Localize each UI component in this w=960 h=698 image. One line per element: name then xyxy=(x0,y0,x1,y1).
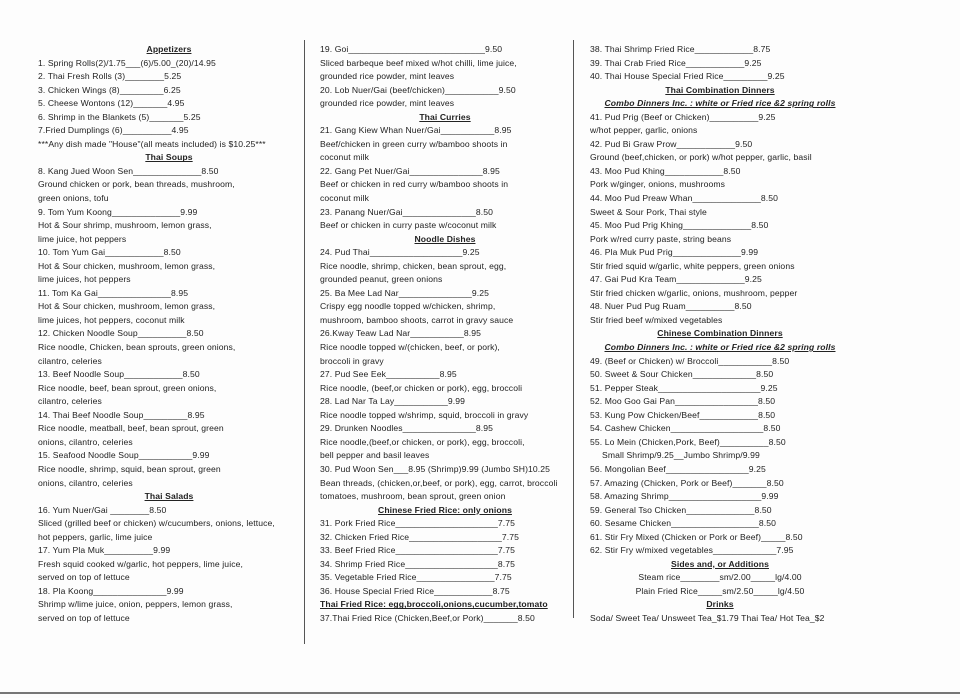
menu-line: Beef or chicken in red curry w/bamboo shoots in xyxy=(320,179,509,190)
section-heading: Thai Curries xyxy=(419,111,471,122)
menu-line: Soda/ Sweet Tea/ Unsweet Tea_$1.79 Thai Tea/ Hot Tea_$2 xyxy=(590,612,825,623)
menu-line: Fresh squid cooked w/garlic, hot peppers, lime juice, xyxy=(38,558,243,569)
scan-bottom-edge xyxy=(0,692,960,694)
menu-column-1 xyxy=(38,43,300,626)
menu-line: coconut milk xyxy=(320,193,369,204)
section-heading: Thai Salads xyxy=(144,491,194,502)
menu-line: 39. Thai Crab Fried Rice____________9.25 xyxy=(590,57,762,68)
menu-line: 7.Fried Dumplings (6)__________4.95 xyxy=(38,125,189,136)
menu-column-2 xyxy=(320,43,570,626)
menu-line: 18. Pla Koong_______________9.99 xyxy=(38,585,184,596)
menu-line: Rice noodle, shrimp, squid, bean sprout, green xyxy=(38,463,221,474)
menu-line: Hot & Sour shrimp, mushroom, lemon grass, xyxy=(38,220,212,231)
menu-line: Ground chicken or pork, bean threads, mushroom, xyxy=(38,179,235,190)
menu-line: Shrimp w/lime juice, onion, peppers, lemon grass, xyxy=(38,599,233,610)
section-heading: Thai Combination Dinners xyxy=(665,84,775,95)
menu-line: 26.Kway Teaw Lad Nar___________8.95 xyxy=(320,328,482,339)
menu-line: Pork w/ginger, onions, mushrooms xyxy=(590,179,726,190)
menu-line: onions, cilantro, celeries xyxy=(38,477,133,488)
menu-line: Rice noodle, meatball, beef, bean sprout, green xyxy=(38,423,224,434)
section-heading: Combo Dinners Inc. : white or Fried rice &2 spring rolls xyxy=(604,98,836,109)
menu-line: 24. Pud Thai___________________9.25 xyxy=(320,247,480,258)
menu-line: 58. Amazing Shrimp___________________9.99 xyxy=(590,491,779,502)
menu-line: grounded rice powder, mint leaves xyxy=(320,98,455,109)
section-heading: Combo Dinners Inc. : white or Fried rice &2 spring rolls xyxy=(604,342,836,353)
menu-line: 38. Thai Shrimp Fried Rice____________8.75 xyxy=(590,44,771,54)
menu-line: 27. Pud See Eek___________8.95 xyxy=(320,369,457,380)
menu-line: Stir fried squid w/garlic, white peppers, green onions xyxy=(590,260,795,271)
menu-line: 5. Cheese Wontons (12)_______4.95 xyxy=(38,98,185,109)
menu-line: 43. Moo Pud Khing____________8.50 xyxy=(590,165,741,176)
menu-line: Rice noodle,(beef,or chicken, or pork), egg, broccoli, xyxy=(320,436,525,447)
menu-line: 44. Moo Pud Preaw Whan______________8.50 xyxy=(590,193,778,204)
menu-line: 41. Pud Prig (Beef or Chicken)__________9.25 xyxy=(590,111,776,122)
menu-line: 2. Thai Fresh Rolls (3)________5.25 xyxy=(38,71,182,82)
menu-line: 60. Sesame Chicken__________________8.50 xyxy=(590,518,777,529)
section-heading: Chinese Combination Dinners xyxy=(657,328,783,339)
menu-line: Stir fried beef w/mixed vegetables xyxy=(590,314,723,325)
menu-line: 1. Spring Rolls(2)/1.75___(6)/5.00_(20)/14.95 xyxy=(38,57,216,68)
menu-line: 51. Pepper Steak_____________________9.25 xyxy=(590,382,778,393)
menu-line: 52. Moo Goo Gai Pan_________________8.50 xyxy=(590,396,776,407)
menu-line: 19. Goi____________________________9.50 xyxy=(320,44,503,54)
menu-line: 59. General Tso Chicken______________8.50 xyxy=(590,504,772,515)
menu-line: Stir fried chicken w/garlic, onions, mushroom, pepper xyxy=(590,287,798,298)
menu-line: hot peppers, garlic, lime juice xyxy=(38,531,153,542)
section-heading: Thai Soups xyxy=(145,152,193,163)
menu-line: Sliced barbeque beef mixed w/hot chilli, lime juice, xyxy=(320,57,517,68)
menu-line: Rice noodle topped w/shrimp, squid, broccoli in gravy xyxy=(320,409,529,420)
menu-line: Hot & Sour chicken, mushroom, lemon grass, xyxy=(38,260,216,271)
menu-line: grounded peanut, green onions xyxy=(320,274,443,285)
menu-line: cilantro, celeries xyxy=(38,396,102,407)
menu-line: 62. Stir Fry w/mixed vegetables_____________7.95 xyxy=(590,545,794,556)
menu-line: 33. Beef Fried Rice_____________________7.75 xyxy=(320,545,516,556)
menu-line: 36. House Special Fried Rice____________8.75 xyxy=(320,585,510,596)
menu-line: 57. Amazing (Chicken, Pork or Beef)_______8.50 xyxy=(590,477,784,488)
menu-line: served on top of lettuce xyxy=(38,612,130,623)
menu-line: 9. Tom Yum Koong______________9.99 xyxy=(38,206,198,217)
menu-line: Beef/chicken in green curry w/bamboo shoots in xyxy=(320,138,508,149)
menu-line: tomatoes, mushroom, bean sprout, green onion xyxy=(320,491,506,502)
menu-line: lime juices, hot peppers xyxy=(38,274,131,285)
menu-line: 6. Shrimp in the Blankets (5)_______5.25 xyxy=(38,111,201,122)
section-heading: Drinks xyxy=(706,599,734,610)
menu-column-3 xyxy=(590,43,850,626)
menu-line: 13. Beef Noodle Soup____________8.50 xyxy=(38,369,200,380)
menu-line: 32. Chicken Fried Rice___________________7.75 xyxy=(320,531,519,542)
menu-line: Hot & Sour chicken, mushroom, lemon grass, xyxy=(38,301,216,312)
menu-line: bell pepper and basil leaves xyxy=(320,450,430,461)
menu-line: served on top of lettuce xyxy=(38,572,130,583)
menu-line: mushroom, bamboo shoots, carrot in gravy sauce xyxy=(320,314,514,325)
menu-line: cilantro, celeries xyxy=(38,355,102,366)
menu-line: grounded rice powder, mint leaves xyxy=(320,71,455,82)
menu-line: 34. Shrimp Fried Rice___________________8.75 xyxy=(320,558,516,569)
menu-line: Beef or chicken in curry paste w/coconut milk xyxy=(320,220,497,231)
menu-line: Sweet & Sour Pork, Thai style xyxy=(590,206,707,217)
menu-line: 14. Thai Beef Noodle Soup_________8.95 xyxy=(38,409,205,420)
menu-line: onions, cilantro, celeries xyxy=(38,436,133,447)
menu-line: 29. Drunken Noodles_______________8.95 xyxy=(320,423,493,434)
menu-line: Rice noodle topped w/(chicken, beef, or pork), xyxy=(320,342,500,353)
menu-line: 61. Stir Fry Mixed (Chicken or Pork or Beef)_____8.50 xyxy=(590,531,803,542)
menu-line: lime juices, hot peppers, coconut milk xyxy=(38,314,185,325)
menu-line: w/hot pepper, garlic, onions xyxy=(590,125,698,136)
menu-line: 46. Pla Muk Pud Prig______________9.99 xyxy=(590,247,759,258)
section-heading: Thai Fried Rice: egg,broccoli,onions,cucumber,tomato xyxy=(320,599,548,610)
menu-line: 23. Panang Nuer/Gai_______________8.50 xyxy=(320,206,493,217)
menu-line: 47. Gai Pud Kra Team______________9.25 xyxy=(590,274,762,285)
menu-line: 10. Tom Yum Gai____________8.50 xyxy=(38,247,181,258)
menu-line: Rice noodle, beef, bean sprout, green onions, xyxy=(38,382,217,393)
menu-line: Crispy egg noodle topped w/chicken, shrimp, xyxy=(320,301,496,312)
menu-line: 17. Yum Pla Muk__________9.99 xyxy=(38,545,171,556)
menu-line: Ground (beef,chicken, or pork) w/hot pepper, garlic, basil xyxy=(590,152,812,163)
menu-line: 45. Moo Pud Prig Khing______________8.50 xyxy=(590,220,769,231)
menu-line: 22. Gang Pet Nuer/Gai_______________8.95 xyxy=(320,165,500,176)
menu-line: 16. Yum Nuer/Gai ________8.50 xyxy=(38,504,167,515)
menu-line: Sliced (grilled beef or chicken) w/cucumbers, onions, lettuce, xyxy=(38,518,275,529)
menu-line: 12. Chicken Noodle Soup__________8.50 xyxy=(38,328,204,339)
menu-line: 8. Kang Jued Woon Sen______________8.50 xyxy=(38,165,219,176)
column-divider-left xyxy=(304,40,305,644)
menu-line: 49. (Beef or Chicken) w/ Broccoli___________8.50 xyxy=(590,355,790,366)
menu-line: 30. Pud Woon Sen___8.95 (Shrimp)9.99 (Jumbo SH)10.25 xyxy=(320,463,551,474)
menu-line: 54. Cashew Chicken___________________8.50 xyxy=(590,423,781,434)
menu-line: 37.Thai Fried Rice (Chicken,Beef,or Pork)_______8.50 xyxy=(320,612,535,623)
menu-line: 42. Pud Bi Graw Prow____________9.50 xyxy=(590,138,753,149)
menu-line: 3. Chicken Wings (8)_________6.25 xyxy=(38,84,181,95)
menu-line: green onions, tofu xyxy=(38,193,109,204)
menu-line: lime juice, hot peppers xyxy=(38,233,127,244)
section-heading: Chinese Fried Rice: only onions xyxy=(378,504,512,515)
menu-line: 31. Pork Fried Rice_____________________7.75 xyxy=(320,518,516,529)
menu-line: 15. Seafood Noodle Soup___________9.99 xyxy=(38,450,210,461)
menu-line: 40. Thai House Special Fried Rice_________9.25 xyxy=(590,71,785,82)
menu-line: 20. Lob Nuer/Gai (beef/chicken)___________9.50 xyxy=(320,84,516,95)
menu-line: Rice noodle, shrimp, chicken, bean sprout, egg, xyxy=(320,260,507,271)
menu-line: Steam rice________sm/2.00_____lg/4.00 xyxy=(638,572,802,583)
menu-line: 21. Gang Kiew Whan Nuer/Gai___________8.95 xyxy=(320,125,512,136)
column-divider-right xyxy=(573,40,574,618)
menu-line: 11. Tom Ka Gai_______________8.95 xyxy=(38,287,189,298)
menu-line: Plain Fried Rice_____sm/2.50_____lg/4.50 xyxy=(635,585,805,596)
menu-line: broccoli in gravy xyxy=(320,355,384,366)
menu-line: Pork w/red curry paste, string beans xyxy=(590,233,732,244)
menu-line: Bean threads, (chicken,or,beef, or pork), egg, carrot, broccoli xyxy=(320,477,558,488)
menu-line: coconut milk xyxy=(320,152,369,163)
menu-line: 48. Nuer Pud Pug Ruam__________8.50 xyxy=(590,301,752,312)
menu-line: 25. Ba Mee Lad Nar_______________9.25 xyxy=(320,287,490,298)
menu-line: Rice noodle, (beef,or chicken or pork), egg, broccoli xyxy=(320,382,523,393)
menu-line: Small Shrimp/9.25__Jumbo Shrimp/9.99 xyxy=(602,450,760,461)
menu-line: ***Any dish made "House"(all meats included) is $10.25*** xyxy=(38,138,266,149)
menu-line: 55. Lo Mein (Chicken,Pork, Beef)__________8.50 xyxy=(590,436,786,447)
section-heading: Appetizers xyxy=(146,44,192,54)
menu-line: 56. Mongolian Beef_________________9.25 xyxy=(590,463,766,474)
menu-line: 53. Kung Pow Chicken/Beef____________8.50 xyxy=(590,409,776,420)
menu-line: 35. Vegetable Fried Rice________________7.75 xyxy=(320,572,512,583)
section-heading: Sides and, or Additions xyxy=(671,558,769,569)
menu-line: 50. Sweet & Sour Chicken_____________8.50 xyxy=(590,369,774,380)
section-heading: Noodle Dishes xyxy=(414,233,476,244)
menu-line: 28. Lad Nar Ta Lay___________9.99 xyxy=(320,396,466,407)
menu-line: Rice noodle, Chicken, bean sprouts, green onions, xyxy=(38,342,236,353)
